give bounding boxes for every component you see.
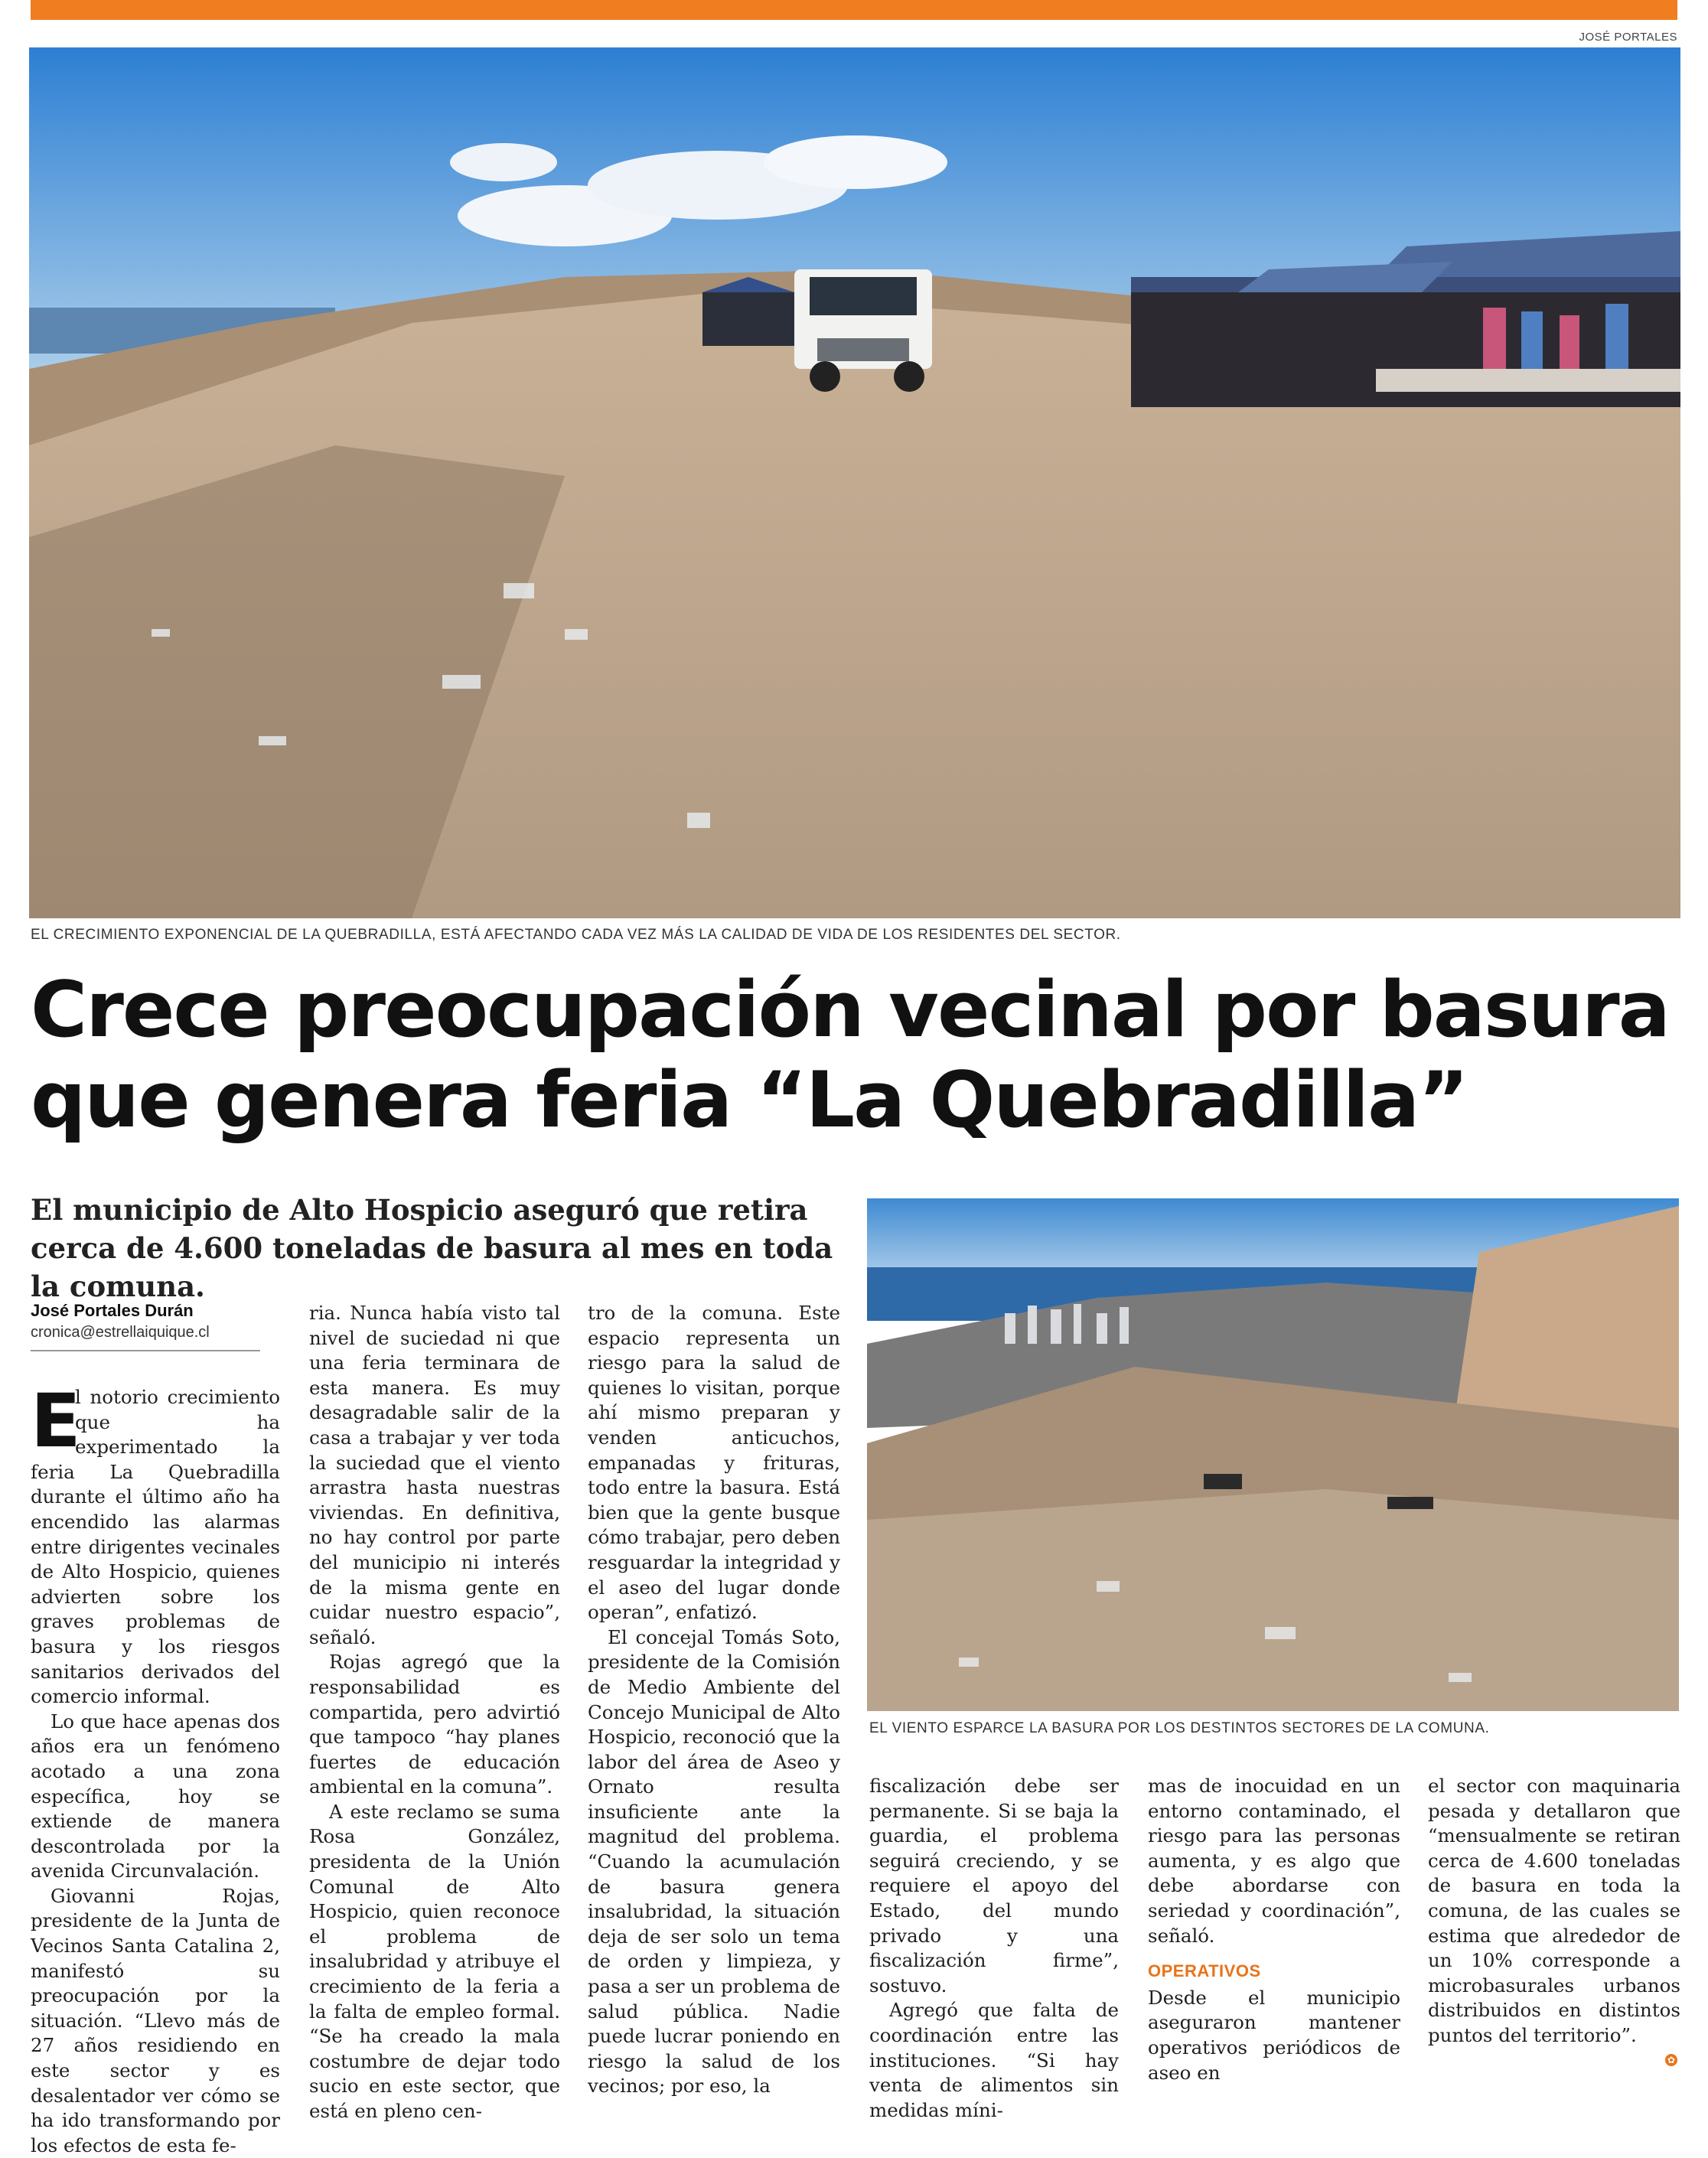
article-paragraph: El concejal Tomás Soto, presidente de la Comisión de Medio Ambiente del Concejo Municipal de Alto Hospicio, reconoció que la labor del área de Aseo y Ornato resulta insuficiente ante la magnitud del problema. “Cuando la acumulación de basura genera insalubridad, la situación deja de ser solo un tema de orden y limpieza, y pasa a ser un problema de salud pública. Nadie puede lucrar poniendo en riesgo la salud de los vecinos; por eso, la	[588, 1625, 840, 2098]
headline	[31, 964, 1684, 1145]
main-photo-caption: EL CRECIMIENTO EXPONENCIAL DE LA QUEBRADILLA, ESTÁ AFECTANDO CADA VEZ MÁS LA CALIDAD DE VIDA DE LOS RESIDENTES DEL SECTOR.	[31, 927, 1121, 943]
deck-subtitle: El municipio de Alto Hospicio aseguró que retira cerca de 4.600 toneladas de basura al mes en toda la comuna.	[31, 1193, 833, 1303]
article-paragraph: fiscalización debe ser permanente. Si se baja la guardia, el problema seguirá creciendo, y se requiere el apoyo del Estado, del mundo privado y una fiscalización firme”, sostuvo.	[869, 1775, 1119, 1997]
author-email: cronica@estrellaiquique.cl	[31, 1324, 210, 1341]
article-paragraph: Giovanni Rojas, presidente de la Junta de Vecinos Santa Catalina 2, manifestó su preocupación por la situación. “Llevo más de 27 años residiendo en este sector y es desalentador ver cómo se ha ido transformando por los efectos de esta fe-	[31, 1884, 280, 2156]
section-color-bar	[31, 0, 1677, 20]
main-photo	[29, 47, 1680, 918]
headline-line-2: que genera feria “La Quebradilla”	[31, 1055, 1468, 1145]
article-paragraph: ria. Nunca había visto tal nivel de suciedad ni que una feria terminara de esta manera. Es muy desagradable salir de la casa a trabajar y ver toda la suciedad que el viento arrastra hasta nuestras viviendas. En definitiva, no hay control por parte del municipio ni interés de la misma gente en cuidar nuestro espacio”, señaló.	[309, 1302, 560, 1648]
article-column-3	[588, 1301, 840, 2099]
photo-credit: JOSÉ PORTALES	[1579, 31, 1677, 44]
article-column-1	[31, 1378, 280, 2158]
city-coast-illustration	[867, 1198, 1679, 1711]
secondary-photo-caption: EL VIENTO ESPARCE LA BASURA POR LOS DESTINTOS SECTORES DE LA COMUNA.	[869, 1720, 1490, 1736]
article-paragraph: Desde el municipio aseguraron mantener operativos periódicos de aseo en	[1148, 1986, 1400, 2084]
article-paragraph: l notorio crecimiento que ha experimentado la feria La Quebradilla durante el último año ha encendido las alarmas entre dirigentes vecinales de Alto Hospicio, quienes advierten sobre los graves problemas de basura y los riesgos sanitarios derivados del comercio informal.	[31, 1386, 280, 1708]
article-paragraph: el sector con maquinaria pesada y detallaron que “mensualmente se retiran cerca de 4.600 toneladas de basura en toda la comuna, de las cuales se estima que alrededor de un 10% corresponde a microbasurales urbanos distribuidos en distintos puntos del territorio”.	[1428, 1775, 1680, 2046]
secondary-photo	[867, 1198, 1679, 1711]
byline	[31, 1301, 210, 1341]
article-column-5	[1148, 1774, 1400, 2085]
market-hillside-illustration	[29, 47, 1680, 918]
article-paragraph: mas de inocuidad en un entorno contaminado, el riesgo para las personas aumenta, y es algo que debe abordarse con seriedad y coordinación”, señaló.	[1148, 1775, 1400, 1947]
author-name: José Portales Durán	[31, 1301, 194, 1320]
section-subhead: OPERATIVOS	[1148, 1961, 1261, 1981]
headline-line-1: Crece preocupación vecinal por basura	[31, 964, 1669, 1055]
article-column-6	[1428, 1774, 1680, 2049]
article-column-4	[869, 1774, 1119, 2123]
article-paragraph: Agregó que falta de coordinación entre las instituciones. “Si hay venta de alimentos sin medidas míni-	[869, 1999, 1119, 2121]
end-of-article-icon: ✿	[1665, 2054, 1677, 2066]
article-paragraph: Rojas agregó que la responsabilidad es compartida, pero advirtió que tampoco “hay planes fuertes de educación ambiental en la comuna”.	[309, 1651, 560, 1798]
article-paragraph: A este reclamo se suma Rosa González, presidenta de la Unión Comunal de Alto Hospicio, quien reconoce el problema de insalubridad y atribuye el crecimiento de la feria a la falta de empleo formal. “Se ha creado la mala costumbre de dejar todo sucio en este sector, que está en pleno cen-	[309, 1800, 560, 2122]
dropcap-letter: E	[31, 1378, 81, 1464]
article-column-2	[309, 1301, 560, 2124]
article-paragraph: Lo que hace apenas dos años era un fenómeno acotado a una zona específica, hoy se extiende de manera descontrolada por la avenida Circunvalación.	[31, 1710, 280, 1883]
article-paragraph: tro de la comuna. Este espacio representa un riesgo para la salud de quienes lo visitan, porque ahí mismo preparan y venden anticuchos, empanadas y frituras, todo entre la basura. Está bien que la gente busque cómo trabajar, pero deben resguardar la integridad y el aseo del lugar donde operan”, enfatizó.	[588, 1302, 840, 1624]
byline-divider	[31, 1350, 260, 1351]
